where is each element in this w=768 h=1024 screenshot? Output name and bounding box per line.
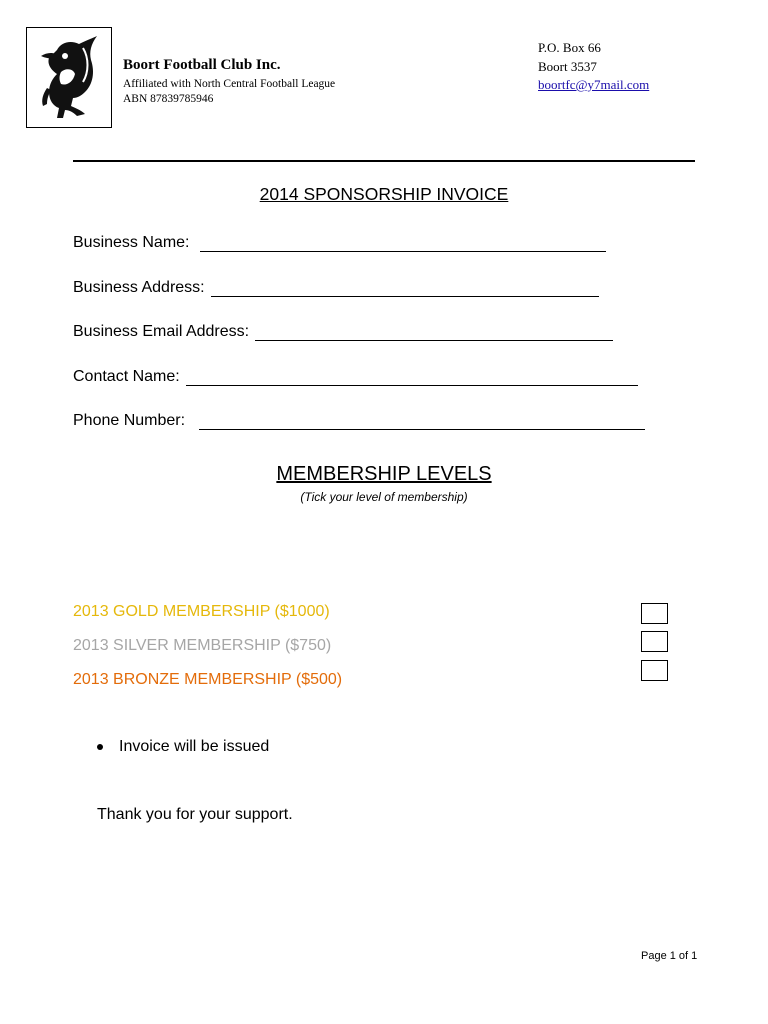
bullet-icon xyxy=(97,744,103,750)
invoice-note xyxy=(97,738,269,756)
membership-levels-subtitle: (Tick your level of membership) xyxy=(300,490,468,504)
business-email-field[interactable] xyxy=(73,323,613,341)
silver-membership-label: 2013 SILVER MEMBERSHIP ($750) xyxy=(73,637,332,654)
business-email-line[interactable] xyxy=(255,326,613,341)
phone-number-label: Phone Number: xyxy=(73,412,186,429)
thank-you-text: Thank you for your support. xyxy=(97,806,293,823)
phone-number-line[interactable] xyxy=(199,415,645,430)
magpie-logo-icon xyxy=(27,28,111,127)
contact-name-line[interactable] xyxy=(186,371,638,386)
affiliation-text: Affiliated with North Central Football League xyxy=(123,78,336,90)
business-address-label: Business Address: xyxy=(73,279,205,296)
bronze-membership-label: 2013 BRONZE MEMBERSHIP ($500) xyxy=(73,671,343,688)
invoice-title: 2014 SPONSORSHIP INVOICE xyxy=(259,184,509,204)
phone-number-field[interactable] xyxy=(73,412,645,430)
header-divider xyxy=(73,160,695,162)
town-postcode: Boort 3537 xyxy=(538,59,597,74)
club-logo xyxy=(26,27,112,128)
page-number: Page 1 of 1 xyxy=(641,950,698,962)
silver-membership-checkbox[interactable] xyxy=(641,631,668,652)
business-address-field[interactable] xyxy=(73,279,599,297)
email-link[interactable]: boortfc@y7mail.com xyxy=(538,77,650,92)
bronze-membership-checkbox[interactable] xyxy=(641,660,668,681)
abn-text: ABN 87839785946 xyxy=(123,93,214,105)
business-email-label: Business Email Address: xyxy=(73,323,250,340)
invoice-note-text: Invoice will be issued xyxy=(119,738,270,755)
business-name-label: Business Name: xyxy=(73,234,190,251)
contact-name-field[interactable] xyxy=(73,368,638,386)
contact-name-label: Contact Name: xyxy=(73,368,180,385)
gold-membership-label: 2013 GOLD MEMBERSHIP ($1000) xyxy=(73,603,330,620)
membership-levels-title: MEMBERSHIP LEVELS xyxy=(276,463,492,485)
business-address-line[interactable] xyxy=(211,282,599,297)
gold-membership-checkbox[interactable] xyxy=(641,603,668,624)
business-name-line[interactable] xyxy=(200,237,606,252)
club-name: Boort Football Club Inc. xyxy=(123,57,281,73)
po-box: P.O. Box 66 xyxy=(538,40,601,55)
business-name-field[interactable] xyxy=(73,234,606,252)
